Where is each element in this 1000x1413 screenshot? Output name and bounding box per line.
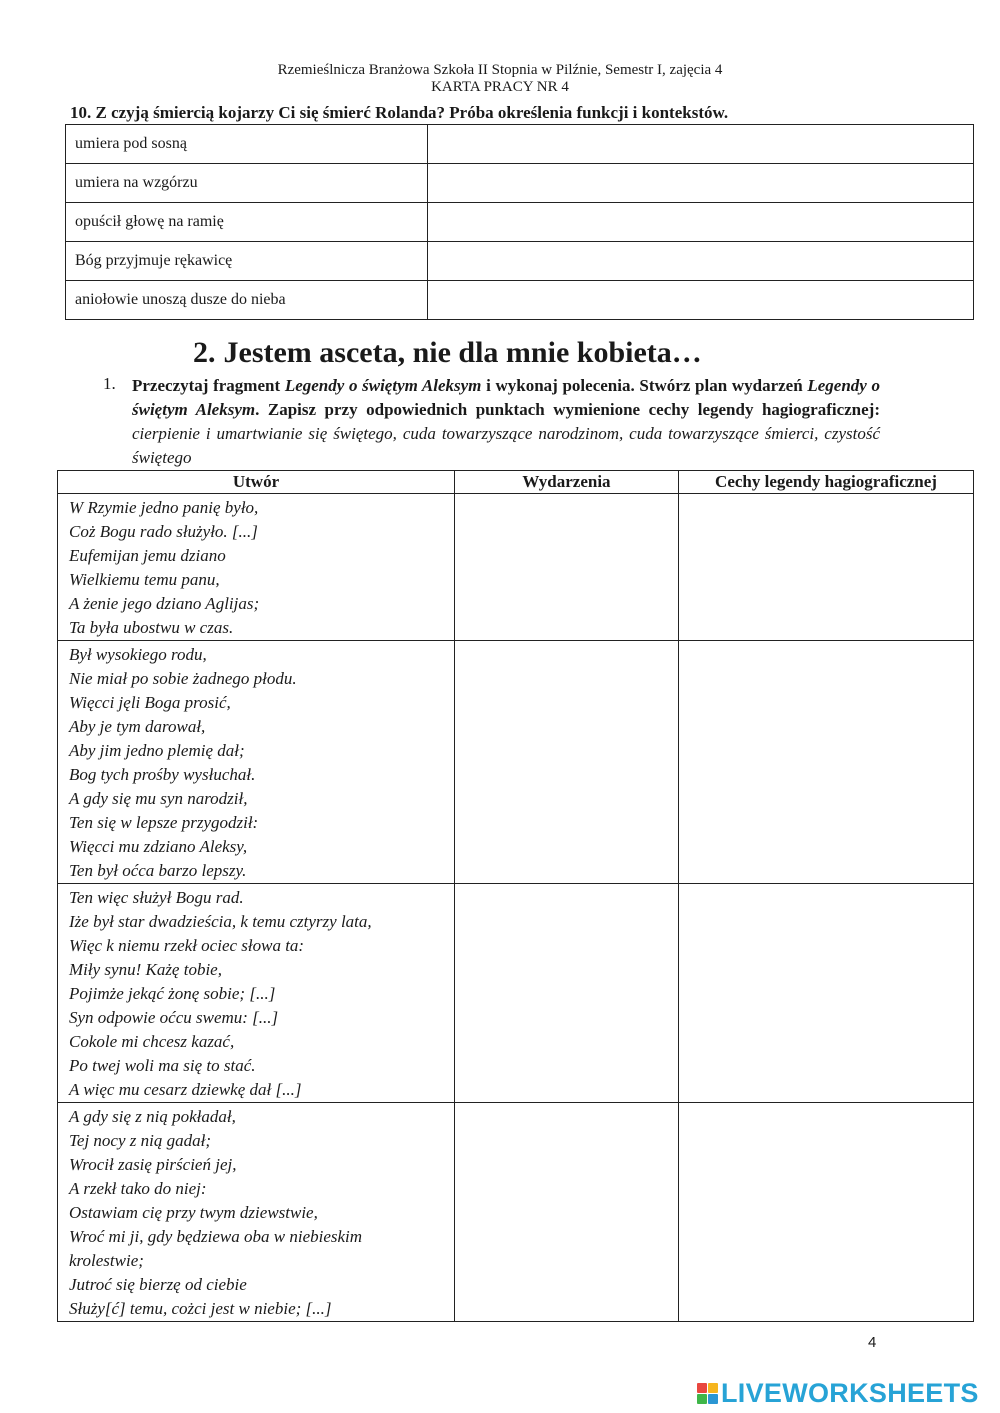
table-row: [66, 125, 974, 164]
instruction-title-italic: Legendy o świętym Aleksym: [284, 376, 482, 395]
features-answer-cell[interactable]: [679, 1103, 974, 1322]
answer-cell[interactable]: [428, 242, 974, 281]
events-answer-cell[interactable]: [455, 494, 679, 641]
answer-cell[interactable]: [428, 164, 974, 203]
logo-square: [708, 1394, 718, 1404]
table-row: [66, 242, 974, 281]
column-header-features: Cechy legendy hagiograficznej: [679, 471, 974, 494]
instruction-part: i wykonaj polecenia. Stwórz plan wydarzeń: [481, 376, 808, 395]
header-school-line: Rzemieślnicza Branżowa Szkoła II Stopnia w Pilźnie, Semestr I, zajęcia 4: [277, 62, 723, 78]
poem-fragment: Był wysokiego rodu, Nie miał po sobie żadnego płodu. Więcci jęli Boga prosić, Aby je tym darował, Aby jim jedno plemię dał; Bog tych prośby wysłuchał. A gdy się mu syn narodził, Ten się w lepsze przygodził: Więcci mu zdziano Aleksy, Ten był oćca barzo lepszy.: [69, 645, 297, 880]
poem-fragment: Ten więc służył Bogu rad. Iże był star dwadzieścia, k temu cztyrzy lata, Więc k niemu rzekł ociec słowa ta: Miły synu! Każę tobie, Pojimże jekąć żonę sobie; [...] Syn odpowie oćcu swemu: [...] Cokole mi chcesz kazać, Po twej woli ma się to stać. A więc mu cesarz dziewkę dał [...]: [69, 888, 372, 1099]
page-number: 4: [868, 1334, 877, 1351]
events-answer-cell[interactable]: [455, 884, 679, 1103]
column-header-work: Utwór: [58, 471, 455, 494]
instruction-text: [132, 374, 880, 470]
logo-squares-icon: [697, 1383, 718, 1404]
features-answer-cell[interactable]: [679, 641, 974, 884]
roland-motif-cell: umiera na wzgórzu: [66, 164, 428, 203]
section-2-title: [193, 336, 702, 370]
roland-motif-cell: umiera pod sosną: [66, 125, 428, 164]
events-answer-cell[interactable]: [455, 641, 679, 884]
poem-fragment-cell: [58, 884, 455, 1103]
table-row: [66, 164, 974, 203]
instruction-title-italic: Legendy o świętym Aleksym: [132, 376, 880, 419]
instruction-number: 1.: [103, 374, 116, 393]
instruction-part: . Zapisz przy odpowiednich punktach wymienione cechy legendy hagiograficznej:: [255, 400, 880, 419]
logo-square: [708, 1383, 718, 1393]
section-number: 2.: [193, 336, 216, 369]
poem-fragment-cell: [58, 641, 455, 884]
roland-motif-cell: opuścił głowę na ramię: [66, 203, 428, 242]
roland-death-table: [65, 124, 974, 320]
logo-square: [697, 1394, 707, 1404]
legend-analysis-table: [57, 470, 974, 1322]
header-worksheet-title: KARTA PRACY NR 4: [431, 79, 569, 95]
instruction-part: Przeczytaj fragment: [132, 376, 285, 395]
question-10-heading: 10. Z czyją śmiercią kojarzy Ci się śmierć Rolanda? Próba określenia funkcji i kontekstów.: [70, 103, 729, 122]
features-answer-cell[interactable]: [679, 884, 974, 1103]
roland-motif-cell: Bóg przyjmuje rękawicę: [66, 242, 428, 281]
events-answer-cell[interactable]: [455, 1103, 679, 1322]
section-title-text: Jestem asceta, nie dla mnie kobieta…: [223, 336, 702, 369]
table-row: [66, 203, 974, 242]
logo-square: [697, 1383, 707, 1393]
poem-fragment-cell: [58, 494, 455, 641]
table-row: [58, 1103, 974, 1322]
features-answer-cell[interactable]: [679, 494, 974, 641]
instruction-features-list: cierpienie i umartwianie się świętego, cuda towarzyszące narodzinom, cuda towarzyszące śmierci, czystość świętego: [132, 424, 880, 467]
table-row: [66, 281, 974, 320]
answer-cell[interactable]: [428, 281, 974, 320]
liveworksheets-logo[interactable]: [697, 1378, 979, 1409]
poem-fragment: W Rzymie jedno panię było, Coż Bogu rado służyło. [...] Eufemijan jemu dziano Wielkiemu temu panu, A żenie jego dziano Aglijas; Ta była ubostwu w czas.: [69, 498, 260, 637]
table-row: [58, 494, 974, 641]
table-header-row: [58, 471, 974, 494]
table-row: [58, 884, 974, 1103]
logo-text: LIVEWORKSHEETS: [721, 1378, 979, 1408]
table-row: [58, 641, 974, 884]
answer-cell[interactable]: [428, 203, 974, 242]
column-header-events: Wydarzenia: [455, 471, 679, 494]
poem-fragment-cell: [58, 1103, 455, 1322]
roland-motif-cell: aniołowie unoszą dusze do nieba: [66, 281, 428, 320]
answer-cell[interactable]: [428, 125, 974, 164]
poem-fragment: A gdy się z nią pokładał, Tej nocy z nią gadał; Wrocił zasię pirścień jej, A rzekł tako do niej: Ostawiam cię przy twym dziewstwie, Wroć mi ji, gdy będziewa oba w niebieskim krolestwie; Jutroć się bierzę od ciebie Służy[ć] temu, cożci jest w niebie; [...]: [69, 1107, 363, 1318]
